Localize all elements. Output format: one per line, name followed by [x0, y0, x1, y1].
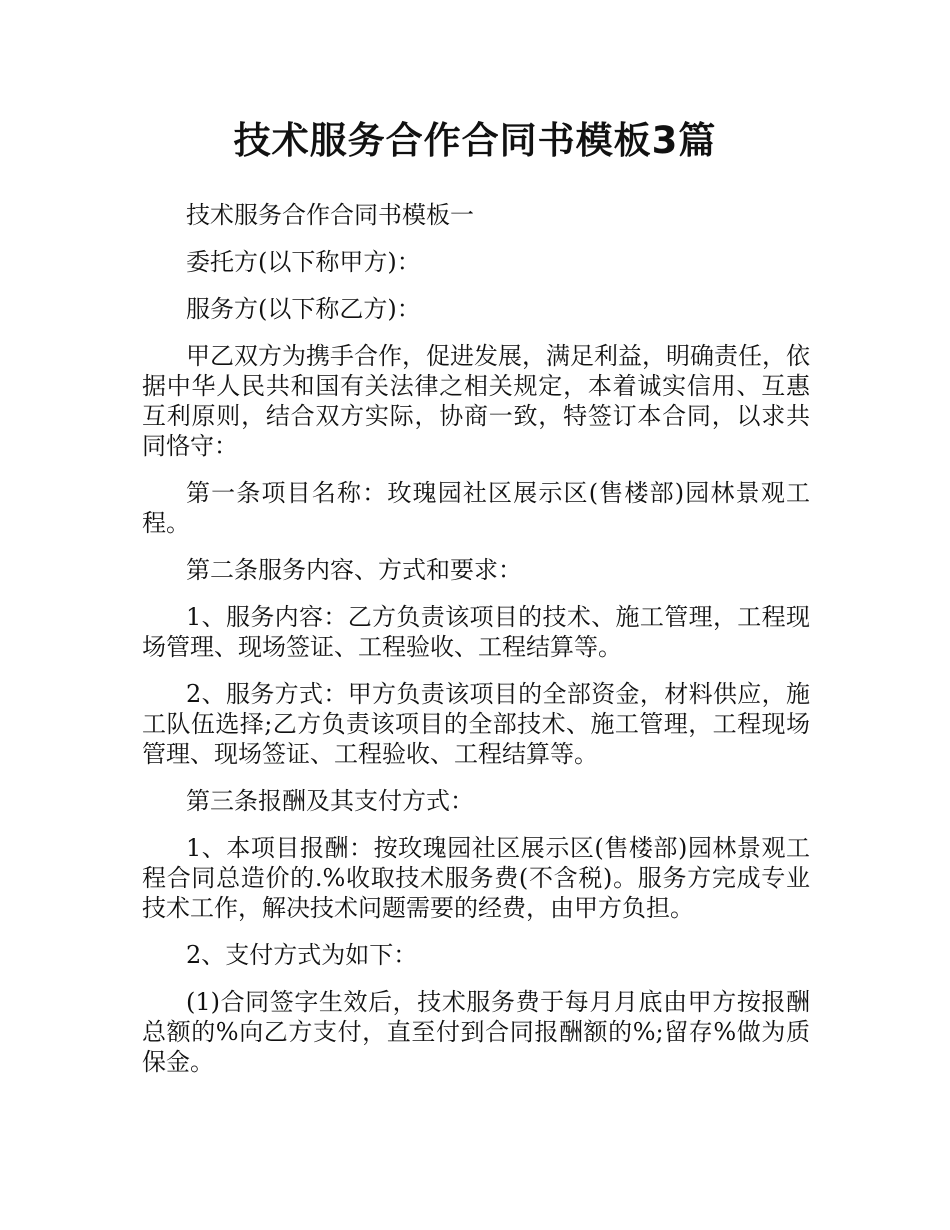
paragraph-template-heading: 技术服务合作合同书模板一	[186, 201, 474, 229]
paragraph-service-method: 2、服务方式：甲方负责该项目的全部资金，材料供应，施工队伍选择;乙方负责该项目的全部技术、施工管理，工程现场管理、现场签证、工程验收、工程结算等。	[142, 680, 810, 768]
paragraph-payment-method: 2、支付方式为如下：	[186, 941, 418, 969]
paragraph-article-3-heading: 第三条报酬及其支付方式：	[186, 787, 474, 815]
paragraph-article-1: 第一条项目名称：玫瑰园社区展示区(售楼部)园林景观工程。	[142, 479, 810, 537]
paragraph-payment-terms: (1)合同签字生效后，技术服务费于每月月底由甲方按报酬总额的%向乙方支付，直至付到合同报酬额的%;留存%做为质保金。	[142, 988, 810, 1076]
paragraph-article-2-heading: 第二条服务内容、方式和要求：	[186, 556, 522, 584]
paragraph-project-fee: 1、本项目报酬：按玫瑰园社区展示区(售楼部)园林景观工程合同总造价的.%收取技术服务费(不含税)。服务方完成专业技术工作，解决技术问题需要的经费，由甲方负担。	[142, 834, 810, 922]
paragraph-preamble: 甲乙双方为携手合作，促进发展，满足利益，明确责任，依据中华人民共和国有关法律之相关规定，本着诚实信用、互惠互利原则，结合双方实际，协商一致，特签订本合同，以求共同恪守：	[142, 342, 810, 460]
paragraph-client-party: 委托方(以下称甲方)：	[186, 248, 421, 276]
document-title: 技术服务合作合同书模板3篇	[233, 119, 717, 162]
paragraph-service-content: 1、服务内容：乙方负责该项目的技术、施工管理，工程现场管理、现场签证、工程验收、工程结算等。	[142, 603, 810, 661]
document-body	[142, 200, 810, 1094]
paragraph-service-party: 服务方(以下称乙方)：	[186, 295, 421, 323]
